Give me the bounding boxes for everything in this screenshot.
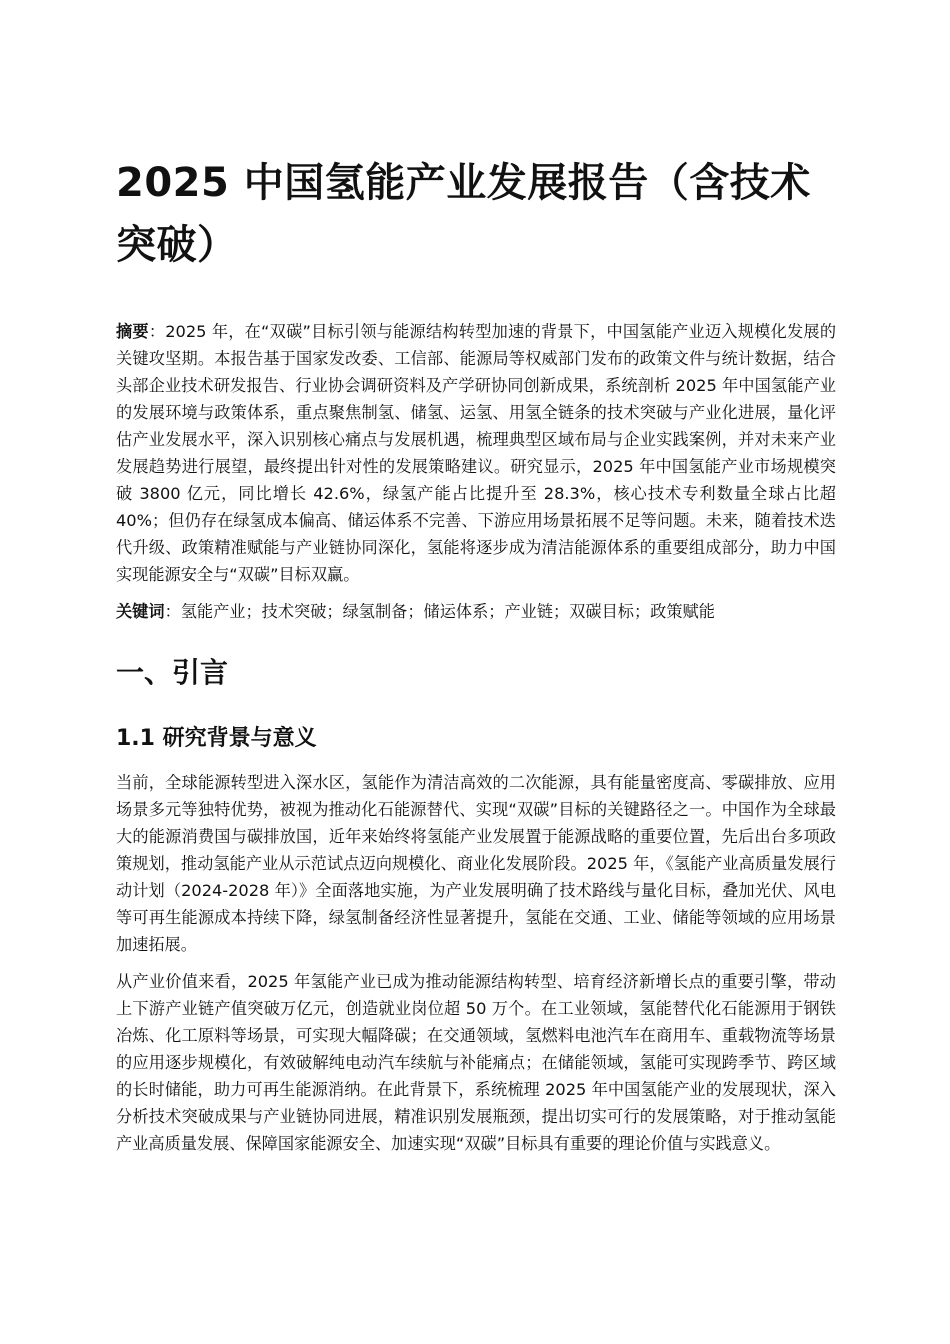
keywords-separator: ：: [164, 602, 181, 621]
abstract-text: 2025 年，在“双碳”目标引领与能源结构转型加速的背景下，中国氢能产业迈入规模化发展的关键攻坚期。本报告基于国家发改委、工信部、能源局等权威部门发布的政策文件与统计数据，结合头部企业技术研发报告、行业协会调研资料及产学研协同创新成果，系统剖析 2025 年中国氢能产业的发展环境与政策体系，重点聚焦制氢、储氢、运氢、用氢全链条的技术突破与产业化进展，量化评估产业发展水平，深入识别核心痛点与发展机遇，梳理典型区域布局与企业实践案例，并对未来产业发展趋势进行展望，最终提出针对性的发展策略建议。研究显示，2025 年中国氢能产业市场规模突破 3800 亿元，同比增长 42.6%，绿氢产能占比提升至 28.3%，核心技术专利数量全球占比超 40%；但仍存在绿氢成本偏高、储运体系不完善、下游应用场景拓展不足等问题。未来，随着技术迭代升级、政策精准赋能与产业链协同深化，氢能将逐步成为清洁能源体系的重要组成部分，助力中国实现能源安全与“双碳”目标双赢。: [116, 322, 837, 584]
keywords-paragraph: [116, 598, 836, 625]
subsection-heading-background: 1.1 研究背景与意义: [116, 726, 317, 751]
page-title: 2025 中国氢能产业发展报告（含技术突破）: [116, 160, 811, 268]
abstract-paragraph: [116, 318, 836, 588]
abstract-separator: ：: [148, 322, 166, 341]
keywords-label: 关键词: [116, 602, 165, 621]
body-paragraph: 从产业价值来看，2025 年氢能产业已成为推动能源结构转型、培育经济新增长点的重要引擎，带动上下游产业链产值突破万亿元，创造就业岗位超 50 万个。在工业领域，氢能替代化石能源用于钢铁冶炼、化工原料等场景，可实现大幅降碳；在交通领域，氢燃料电池汽车在商用车、重载物流等场景的应用逐步规模化，有效破解纯电动汽车续航与补能痛点；在储能领域，氢能可实现跨季节、跨区域的长时储能，助力可再生能源消纳。在此背景下，系统梳理 2025 年中国氢能产业的发展现状，深入分析技术突破成果与产业链协同进展，精准识别发展瓶颈，提出切实可行的发展策略，对于推动氢能产业高质量发展、保障国家能源安全、加速实现“双碳”目标具有重要的理论价值与实践意义。: [116, 972, 836, 1153]
body-paragraph: 当前，全球能源转型进入深水区，氢能作为清洁高效的二次能源，具有能量密度高、零碳排放、应用场景多元等独特优势，被视为推动化石能源替代、实现“双碳”目标的关键路径之一。中国作为全球最大的能源消费国与碳排放国，近年来始终将氢能产业发展置于能源战略的重要位置，先后出台多项政策规划，推动氢能产业从示范试点迈向规模化、商业化发展阶段。2025 年，《氢能产业高质量发展行动计划（2024-2028 年）》全面落地实施，为产业发展明确了技术路线与量化目标，叠加光伏、风电等可再生能源成本持续下降，绿氢制备经济性显著提升，氢能在交通、工业、储能等领域的应用场景加速拓展。: [116, 773, 836, 954]
document-page: [116, 152, 836, 1167]
section-heading-introduction: 一、引言: [116, 656, 229, 689]
keywords-text: 氢能产业；技术突破；绿氢制备；储运体系；产业链；双碳目标；政策赋能: [180, 602, 715, 621]
abstract-label: 摘要: [116, 322, 149, 341]
